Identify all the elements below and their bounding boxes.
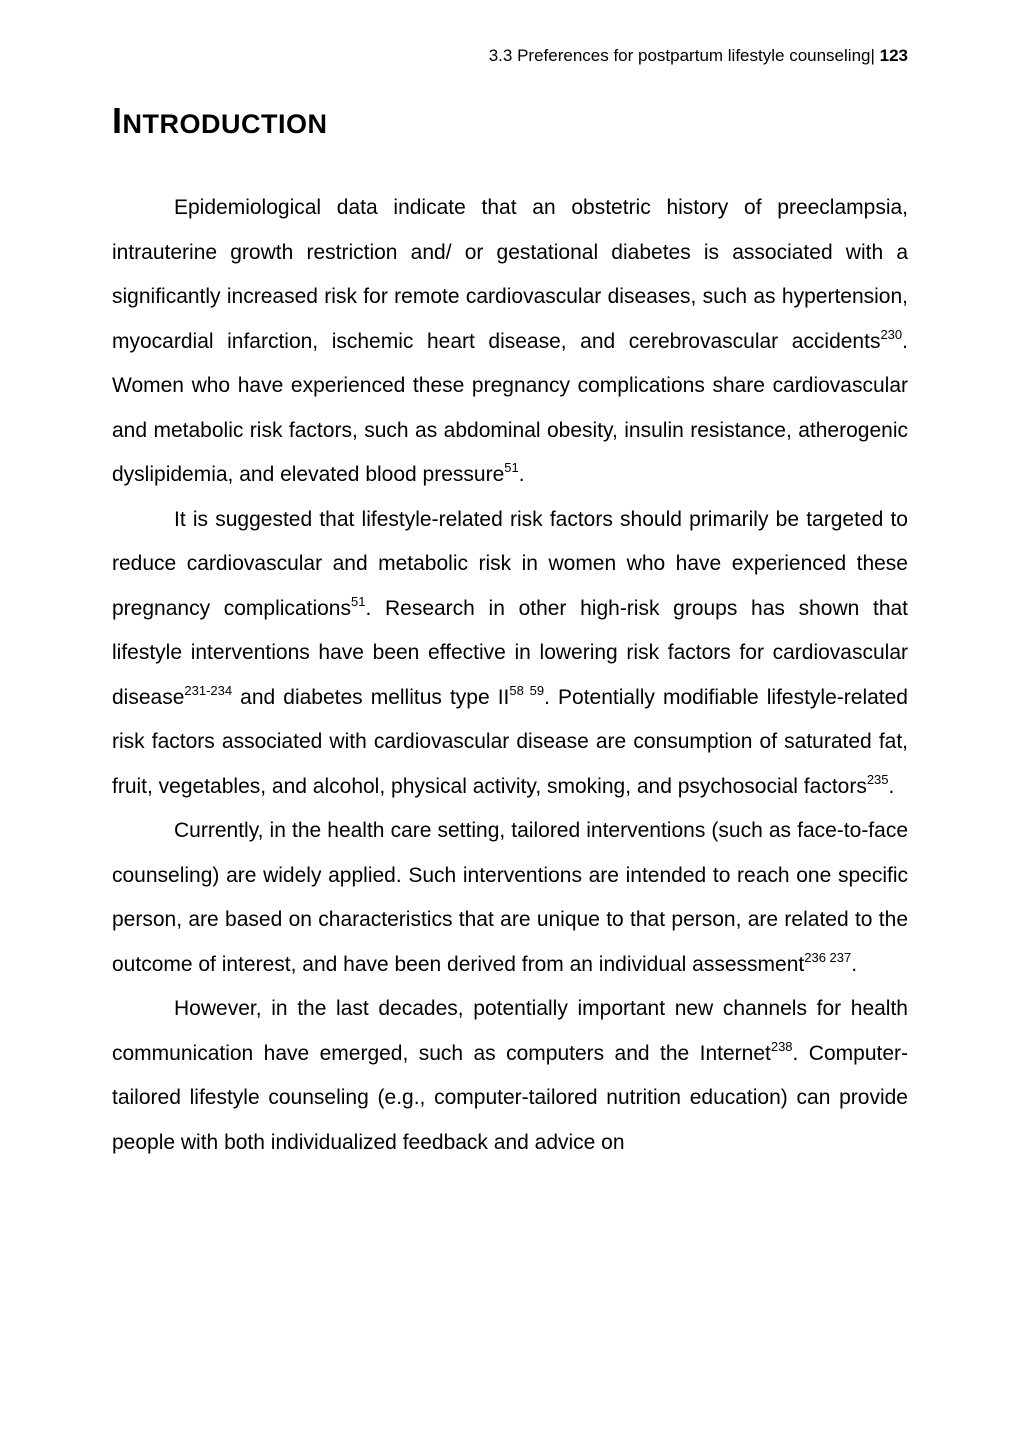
citation-superscript: 51 xyxy=(350,593,366,609)
page-header xyxy=(112,46,908,66)
citation-superscript: 231-234 xyxy=(184,682,233,698)
citation-superscript: 235 xyxy=(866,771,889,787)
body-text xyxy=(112,186,908,1165)
paragraph-3: Currently, in the health care setting, tailored interventions (such as face-to-face counseling) are widely applied. Such interventions are intended to reach one specific person, are based on characteristics that are unique to that person, are related to the outcome of interest, and have been derived from an individual assessment$^{236 237}$. xyxy=(112,819,908,976)
citation-superscript: 236 237 xyxy=(804,949,852,965)
citation-superscript: 230 xyxy=(880,326,903,342)
running-title: 3.3 Preferences for postpartum lifestyle counseling xyxy=(488,46,871,65)
section-title-initial: I xyxy=(112,100,123,141)
paragraph-4: However, in the last decades, potentially important new channels for health communication have emerged, such as computers and the Internet$^{238}$. Computer-tailored lifestyle counseling (e.g., computer-tailored nutrition education) can provide people with both individualized feedback and advice on xyxy=(112,997,908,1154)
paragraph-1: Epidemiological data indicate that an obstetric history of preeclampsia, intrauterine growth restriction and/ or gestational diabetes is associated with a significantly increased risk for remote cardiovascular diseases, such as hypertension, myocardial infarction, ischemic heart disease, and cerebrovascular accidents$^{230}$. Women who have experienced these pregnancy complications share cardiovascular and metabolic risk factors, such as abdominal obesity, insulin resistance, atherogenic dyslipidemia, and elevated blood pressure$^{51}$. xyxy=(112,196,908,486)
citation-superscript: 58 59 xyxy=(509,682,545,698)
section-title-rest: NTRODUCTION xyxy=(122,109,328,139)
header-divider: | xyxy=(870,46,880,65)
section-title xyxy=(112,100,328,141)
paragraph-2: It is suggested that lifestyle-related risk factors should primarily be targeted to reduce cardiovascular and metabolic risk in women who have experienced these pregnancy complications$^{51}$. Research in other high-risk groups has shown that lifestyle interventions have been effective in lowering risk factors for cardiovascular disease$^{231-234}$ and diabetes mellitus type $II^{58 59}$. Potentially modifiable lifestyle-related risk factors associated with cardiovascular disease are consumption of saturated fat, fruit, vegetables, and alcohol, physical activity, smoking, and psychosocial factors$^{235}$. xyxy=(112,507,909,798)
citation-superscript: 51 xyxy=(504,460,519,475)
page-number: 123 xyxy=(879,46,908,65)
citation-superscript: 238 xyxy=(770,1038,793,1054)
